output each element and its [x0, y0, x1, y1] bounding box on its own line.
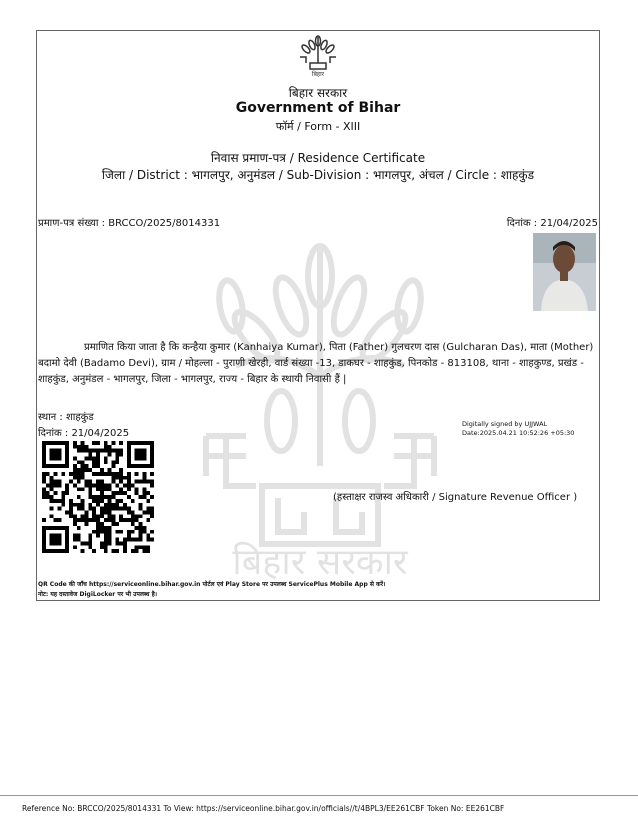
district-line: जिला / District : भागलपुर, अनुमंडल / Sub-Division : भागलपुर, अंचल / Circle : शाहकुंड	[101, 168, 535, 182]
digital-signature	[462, 420, 574, 438]
officer-signature-label: (हस्ताक्षर राजस्व अधिकारी / Signature Revenue Officer )	[333, 492, 578, 503]
emblem-caption: बिहार	[311, 71, 325, 77]
certificate-body: प्रमाणित किया जाता है कि कन्हैया कुमार (Kanhaiya Kumar), पिता (Father) गुलचरण दास (Gulcharan Das), माता (Mother) बदामो देवी (Badamo Devi), ग्राम / मोहल्ला - पुराणी खेरही, वार्ड संख्या -13, डाकघर - शाहकुंड, पिनकोड - 813108, थाना - शाहकुण्ड, प्रखंड - शाहकुंड, अनुमंडल - भागलपुर, जिला - भागलपुर, राज्य - बिहार के स्थायी निवासी हैं |	[38, 342, 594, 385]
digilocker-note: नोट: यह दस्तावेज DigiLocker पर भी उपलब्ध है।	[38, 591, 158, 598]
certificate-number: प्रमाण-पत्र संख्या : BRCCO/2025/8014331	[38, 218, 221, 229]
digital-sign-date: Date:2025.04.21 10:52:26 +05:30	[462, 429, 575, 437]
footer-divider	[0, 795, 638, 796]
certificate-title: निवास प्रमाण-पत्र / Residence Certificate	[210, 151, 426, 165]
issue-date: दिनांक : 21/04/2025	[506, 218, 598, 229]
watermark-text: बिहार सरकार	[232, 542, 408, 580]
applicant-photo	[533, 233, 596, 311]
qr-verification-note: QR Code की जाँच https://serviceonline.bihar.gov.in पोर्टल एवं Play Store पर उपलब्ध ServicePlus Mobile App से करें।	[38, 581, 386, 588]
qr-code[interactable]	[42, 441, 154, 553]
bihar-emblem-icon	[296, 33, 340, 77]
bihar-emblem-watermark	[196, 236, 444, 580]
form-label: फॉर्म / Form - XIII	[275, 120, 361, 133]
title-english: Government of Bihar	[235, 100, 401, 116]
signature-date: दिनांक : 21/04/2025	[38, 428, 130, 439]
place-label: स्थान : शाहकुंड	[38, 412, 94, 423]
reference-footer: Reference No: BRCCO/2025/8014331 To View: https://serviceonline.bihar.gov.in/officials//t/4BPL3/EE261CBF Token No: EE261CBF	[22, 804, 505, 813]
title-hindi: बिहार सरकार	[288, 86, 348, 100]
digital-sign-name: Digitally signed by UJJWAL	[462, 420, 548, 428]
